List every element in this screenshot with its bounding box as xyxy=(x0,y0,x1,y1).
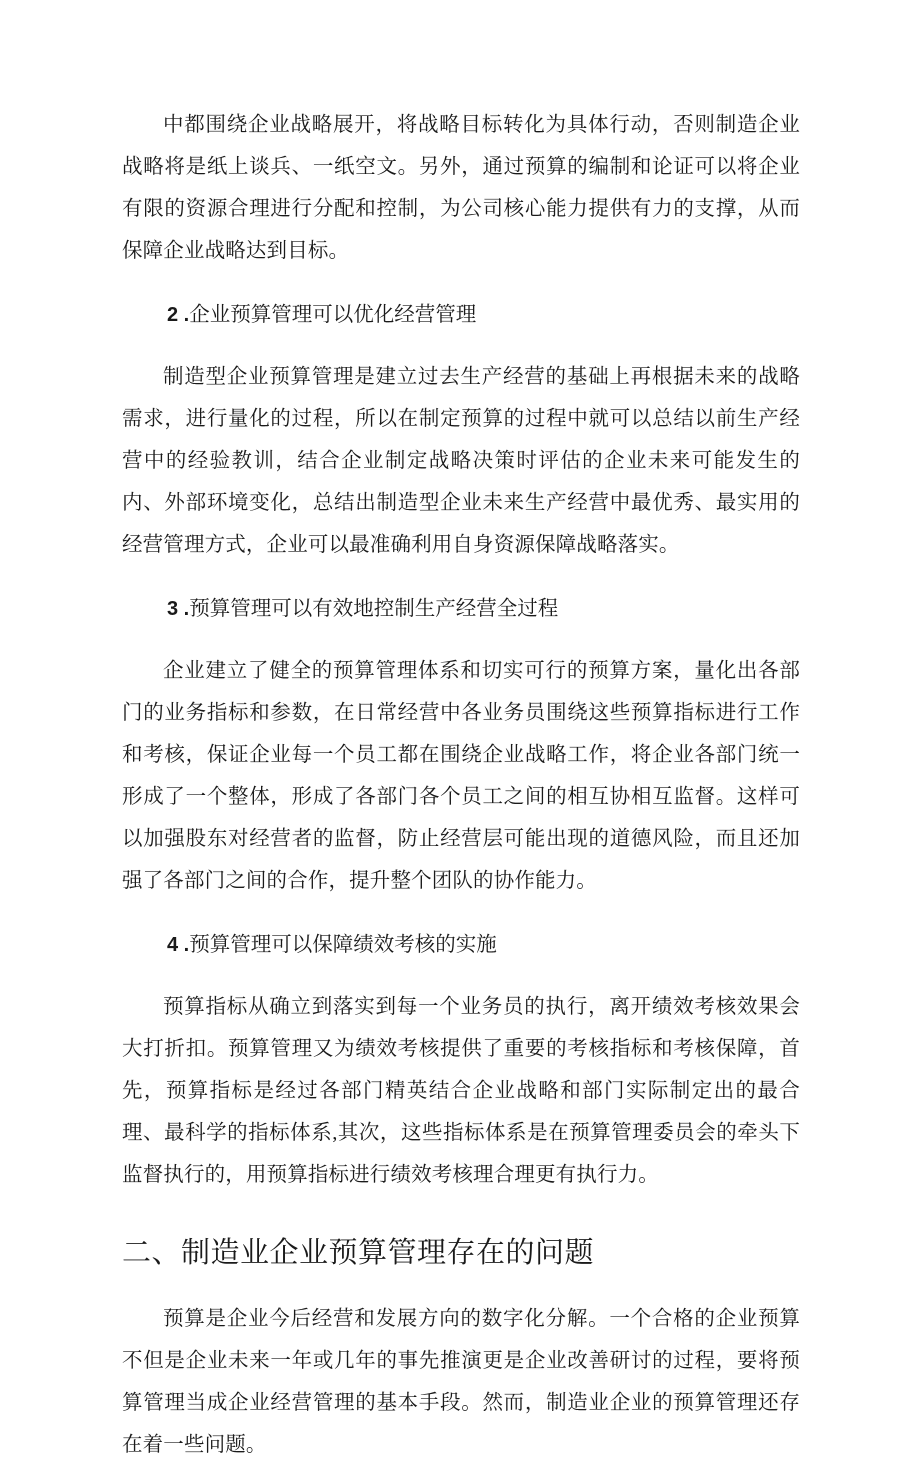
sub-heading-2 xyxy=(122,294,800,336)
spacer xyxy=(122,272,800,294)
sub-heading-4 xyxy=(122,924,800,966)
sub-heading-2-label: 企业预算管理可以优化经营管理 xyxy=(189,304,477,326)
section-heading-two: 二、制造业企业预算管理存在的问题 xyxy=(122,1237,595,1269)
sub-heading-4-number: 4 xyxy=(167,934,179,956)
document-content-column xyxy=(122,104,800,1466)
sub-heading-2-separator: . xyxy=(178,304,190,326)
spacer xyxy=(122,1196,800,1228)
paragraph-optimize-operations: 制造型企业预算管理是建立过去生产经营的基础上再根据未来的战略需求，进行量化的过程，所以在制定预算的过程中就可以总结以前生产经营中的经验教训，结合企业制定战略决策时评估的企业未来可能发生的内、外部环境变化，总结出制造型企业未来生产经营中最优秀、最实用的经营管理方式，企业可以最准确利用自身资源保障战略落实。 xyxy=(122,366,800,556)
sub-heading-3-separator: . xyxy=(178,598,190,620)
sub-heading-2-number: 2 xyxy=(167,304,179,326)
spacer xyxy=(122,566,800,588)
sub-heading-4-separator: . xyxy=(178,934,190,956)
paragraph-continued-strategy: 中都围绕企业战略展开，将战略目标转化为具体行动，否则制造企业战略将是纸上谈兵、一纸空文。另外，通过预算的编制和论证可以将企业有限的资源合理进行分配和控制，为公司核心能力提供有力的支撑，从而保障企业战略达到目标。 xyxy=(122,114,800,262)
sub-heading-3 xyxy=(122,588,800,630)
spacer xyxy=(122,902,800,924)
sub-heading-3-number: 3 xyxy=(167,598,179,620)
paragraph-budget-definition: 预算是企业今后经营和发展方向的数字化分解。一个合格的企业预算不但是企业未来一年或几年的事先推演更是企业改善研讨的过程，要将预算管理当成企业经营管理的基本手段。然而，制造业企业的预算管理还存在着一些问题。 xyxy=(122,1308,800,1456)
spacer xyxy=(122,630,800,650)
sub-heading-3-label: 预算管理可以有效地控制生产经营全过程 xyxy=(189,598,559,620)
paragraph-performance-assessment: 预算指标从确立到落实到每一个业务员的执行，离开绩效考核效果会大打折扣。预算管理又为绩效考核提供了重要的考核指标和考核保障，首先，预算指标是经过各部门精英结合企业战略和部门实际制定出的最合理、最科学的指标体系,其次，这些指标体系是在预算管理委员会的牵头下监督执行的，用预算指标进行绩效考核理合理更有执行力。 xyxy=(122,996,800,1186)
spacer xyxy=(122,966,800,986)
spacer xyxy=(122,336,800,356)
spacer xyxy=(122,1278,800,1298)
sub-heading-4-label: 预算管理可以保障绩效考核的实施 xyxy=(189,934,497,956)
paragraph-control-process: 企业建立了健全的预算管理体系和切实可行的预算方案，量化出各部门的业务指标和参数，在日常经营中各业务员围绕这些预算指标进行工作和考核，保证企业每一个员工都在围绕企业战略工作，将企业各部门统一形成了一个整体，形成了各部门各个员工之间的相互协相互监督。这样可以加强股东对经营者的监督，防止经营层可能出现的道德风险，而且还加强了各部门之间的合作，提升整个团队的协作能力。 xyxy=(122,660,800,892)
